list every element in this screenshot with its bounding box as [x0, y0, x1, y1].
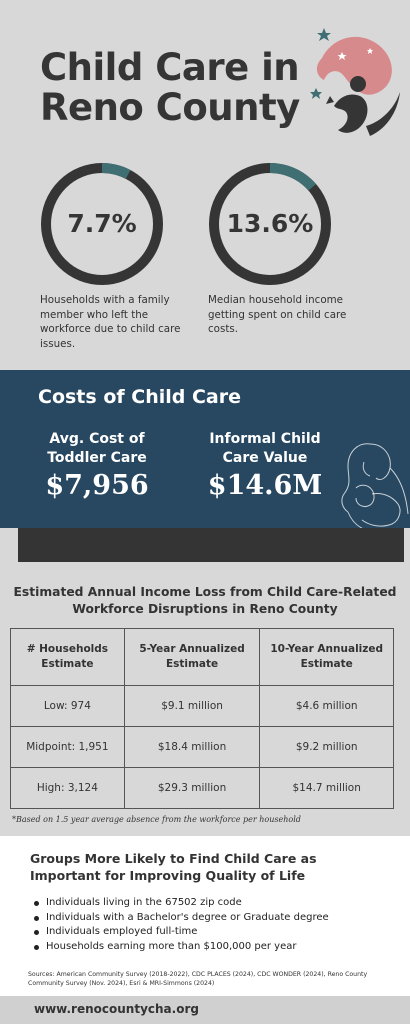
table-row: [11, 727, 394, 768]
stat-description: Median household income getting spent on child care costs.: [208, 294, 347, 335]
list-item: Individuals living in the 67502 zip code: [34, 896, 329, 911]
title-line-2: Reno County: [40, 86, 300, 129]
cost-value: $7,956: [45, 470, 149, 501]
list-item: Individuals with a Bachelor's degree or Graduate degree: [34, 911, 329, 926]
table-cell: Low: 974: [11, 686, 125, 727]
cost-value: $14.6M: [207, 470, 323, 501]
stat-workforce-left: [40, 162, 181, 351]
ring-chart: [40, 162, 164, 286]
loss-title-line: Estimated Annual Income Loss from Child Care-Related: [13, 585, 397, 599]
table-cell: Midpoint: 1,951: [11, 727, 125, 768]
table-cell: High: 3,124: [11, 768, 125, 809]
groups-title-line: Important for Improving Quality of Life: [30, 868, 306, 883]
cost-label: [200, 430, 330, 468]
table-row: [11, 768, 394, 809]
header-section: [0, 0, 410, 370]
table-cell: $18.4 million: [124, 727, 260, 768]
table-header-cell: 10-Year Annualized Estimate: [260, 629, 394, 686]
cost-label-line: Informal Child: [209, 431, 321, 447]
table-header-cell: # Households Estimate: [11, 629, 125, 686]
divider-bar: [18, 528, 404, 562]
cost-label: [22, 430, 172, 468]
table-cell: $14.7 million: [260, 768, 394, 809]
list-item: Individuals employed full-time: [34, 925, 329, 940]
footer: [0, 996, 410, 1024]
stat-income-spent: [208, 162, 347, 337]
table-cell: $29.3 million: [124, 768, 260, 809]
income-loss-table: [10, 628, 394, 809]
costs-title: Costs of Child Care: [38, 386, 241, 408]
costs-section: [0, 370, 410, 528]
table-footnote: *Based on 1.5 year average absence from the workforce per household: [12, 815, 301, 824]
family-logo-icon: [294, 26, 404, 142]
cost-label-line: Avg. Cost of: [49, 431, 145, 447]
title-line-1: Child Care in: [40, 46, 300, 89]
stat-value: 7.7%: [67, 209, 137, 238]
groups-list: [34, 896, 329, 954]
page-title: [40, 48, 300, 128]
table-row: [11, 686, 394, 727]
website-link[interactable]: www.renocountycha.org: [34, 1002, 199, 1016]
list-item: Households earning more than $100,000 per year: [34, 940, 329, 955]
cost-toddler-care: [22, 430, 172, 501]
table-cell: $9.2 million: [260, 727, 394, 768]
stat-description: Households with a family member who left the workforce due to child care issues.: [40, 294, 181, 350]
sources-text: Sources: American Community Survey (2018-2022), CDC PLACES (2024), CDC WONDER (2024), Reno County Community Survey (Nov. 2024), Esri & MRI-Simmons (2024): [28, 971, 368, 987]
cost-label-line: Care Value: [222, 450, 308, 466]
table-header-row: [11, 629, 394, 686]
groups-section: [0, 836, 410, 996]
table-header-cell: 5-Year Annualized Estimate: [124, 629, 260, 686]
loss-title-line: Workforce Disruptions in Reno County: [72, 602, 338, 616]
table-cell: $4.6 million: [260, 686, 394, 727]
loss-title: [0, 584, 410, 618]
ring-chart: [208, 162, 332, 286]
mother-child-icon: [330, 434, 410, 528]
cost-label-line: Toddler Care: [47, 450, 147, 466]
groups-title-line: Groups More Likely to Find Child Care as: [30, 851, 317, 866]
stat-value: 13.6%: [226, 209, 314, 238]
groups-title: [30, 850, 317, 884]
table-cell: $9.1 million: [124, 686, 260, 727]
cost-informal-care: [200, 430, 330, 501]
